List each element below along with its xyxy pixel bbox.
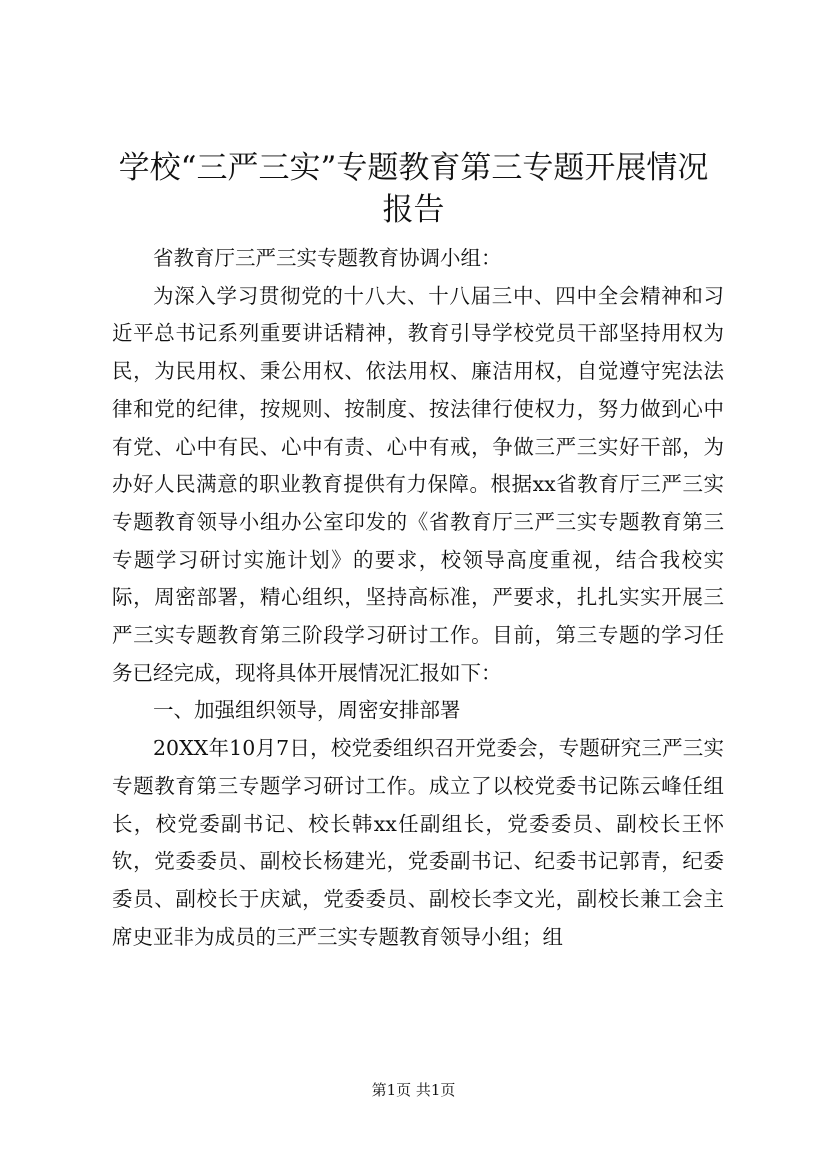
document-body [112, 240, 724, 956]
salutation: 省教育厅三严三实专题教育协调小组： [153, 246, 502, 270]
document-title-line-2: 报告 [382, 192, 445, 228]
section-heading-1: 一、加强组织领导，周密安排部署 [153, 698, 461, 723]
paragraph-intro: 为深入学习贯彻党的十八大、十八届三中、四中全会精神和习近平总书记系列重要讲话精神，教育引导学校党员干部坚持用权为民，为民用权、秉公用权、依法用权、廉洁用权，自觉遵守宪法法律和党的纪律，按规则、按制度、按法律行使权力，努力做到心中有党、心中有民、心中有责、心中有戒，争做三严三实好干部，为办好人民满意的职业教育提供有力保障。根据xx省教育厅三严三实专题教育领导小组办公室印发的《省教育厅三严三实专题教育第三专题学习研讨实施计划》的要求，校领导高度重视，结合我校实际，周密部署，精心组织，坚持高标准，严要求，扎扎实实开展三严三实专题教育第三阶段学习研讨工作。目前，第三专题的学习任务已经完成，现将具体开展情况汇报如下： [112, 283, 724, 685]
document-title-line-1: 学校“三严三实”专题教育第三专题开展情况 [118, 150, 709, 186]
paragraph-section-1: 20XX年10月7日，校党委组织召开党委会，专题研究三严三实专题教育第三专题学习研讨工作。成立了以校党委书记陈云峰任组长，校党委副书记、校长韩xx任副组长，党委委员、副校长王怀钦，党委委员、副校长杨建光，党委副书记、纪委书记郭青，纪委委员、副校长于庆斌，党委委员、副校长李文光，副校长兼工会主席史亚非为成员的三严三实专题教育领导小组；组 [112, 736, 724, 949]
page-footer: 第1页 共1页 [371, 1081, 456, 1099]
